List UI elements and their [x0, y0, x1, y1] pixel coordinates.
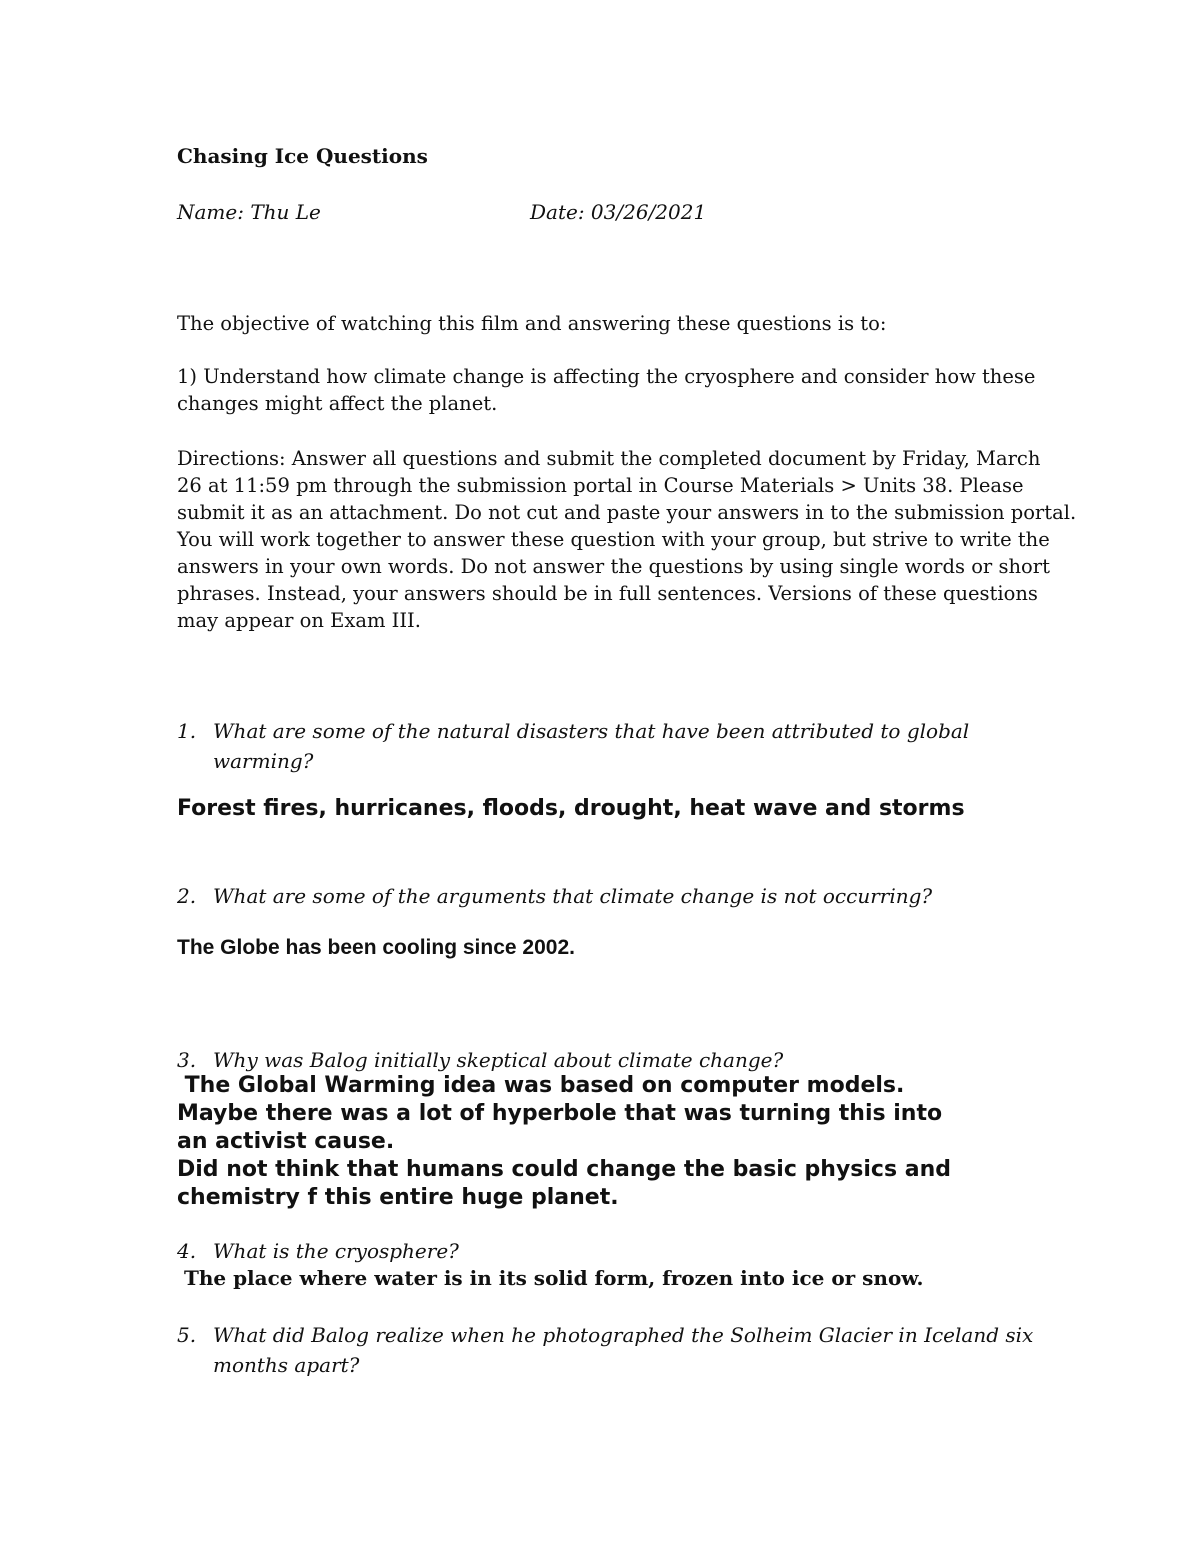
directions-line: Directions: Answer all questions and submit the completed document by Friday, March [177, 447, 1041, 470]
answer-line: Maybe there was a lot of hyperbole that was turning this into [177, 1101, 943, 1126]
directions-line: may appear on Exam III. [177, 609, 421, 632]
question-line: months apart? [213, 1353, 360, 1377]
answer-3 [177, 1072, 951, 1212]
question-number: 2. [177, 884, 197, 908]
objective-item [177, 363, 1035, 417]
directions-line: submit it as an attachment. Do not cut and paste your answers in to the submission portal. [177, 501, 1077, 524]
answer-line: an activist cause. [177, 1129, 395, 1154]
objective-intro: The objective of watching this film and answering these questions is to: [177, 312, 887, 335]
submission-date: Date: 03/26/2021 [530, 200, 707, 224]
answer-line: Did not think that humans could change the basic physics and [177, 1157, 951, 1182]
directions-line: You will work together to answer these question with your group, but strive to write the [177, 528, 1050, 551]
directions-line: phrases. Instead, your answers should be in full sentences. Versions of these questions [177, 582, 1038, 605]
question-line: What is the cryosphere? [213, 1239, 459, 1263]
question-text [213, 881, 932, 911]
answer-1: Forest fires, hurricanes, floods, drought, heat wave and storms [177, 796, 965, 821]
question-text [213, 716, 969, 776]
question-number: 1. [177, 719, 197, 743]
directions-line: answers in your own words. Do not answer the questions by using single words or short [177, 555, 1050, 578]
question-number: 5. [177, 1323, 197, 1347]
question-text [213, 1236, 459, 1266]
question-line: What are some of the natural disasters that have been attributed to global [213, 719, 970, 743]
question-text [213, 1045, 783, 1075]
directions-paragraph [177, 445, 1076, 634]
question-text [213, 1320, 1033, 1380]
objective-line: 1) Understand how climate change is affecting the cryosphere and consider how these [177, 365, 1036, 388]
answer-line: chemistry f this entire huge planet. [177, 1185, 619, 1210]
question-line: warming? [213, 749, 314, 773]
objective-line: changes might affect the planet. [177, 392, 498, 415]
student-name: Name: Thu Le [177, 200, 321, 224]
answer-line: The Global Warming idea was based on computer models. [177, 1073, 905, 1098]
document-title: Chasing Ice Questions [177, 144, 428, 168]
answer-4: The place where water is in its solid form, frozen into ice or snow. [177, 1266, 924, 1290]
question-line: What did Balog realize when he photographed the Solheim Glacier in Iceland six [213, 1323, 1034, 1347]
question-number: 4. [177, 1239, 197, 1263]
question-number: 3. [177, 1048, 197, 1072]
question-line: What are some of the arguments that climate change is not occurring? [213, 884, 933, 908]
question-line: Why was Balog initially skeptical about climate change? [213, 1048, 784, 1072]
directions-line: 26 at 11:59 pm through the submission portal in Course Materials > Units 38. Please [177, 474, 1024, 497]
answer-2: The Globe has been cooling since 2002. [177, 936, 575, 959]
